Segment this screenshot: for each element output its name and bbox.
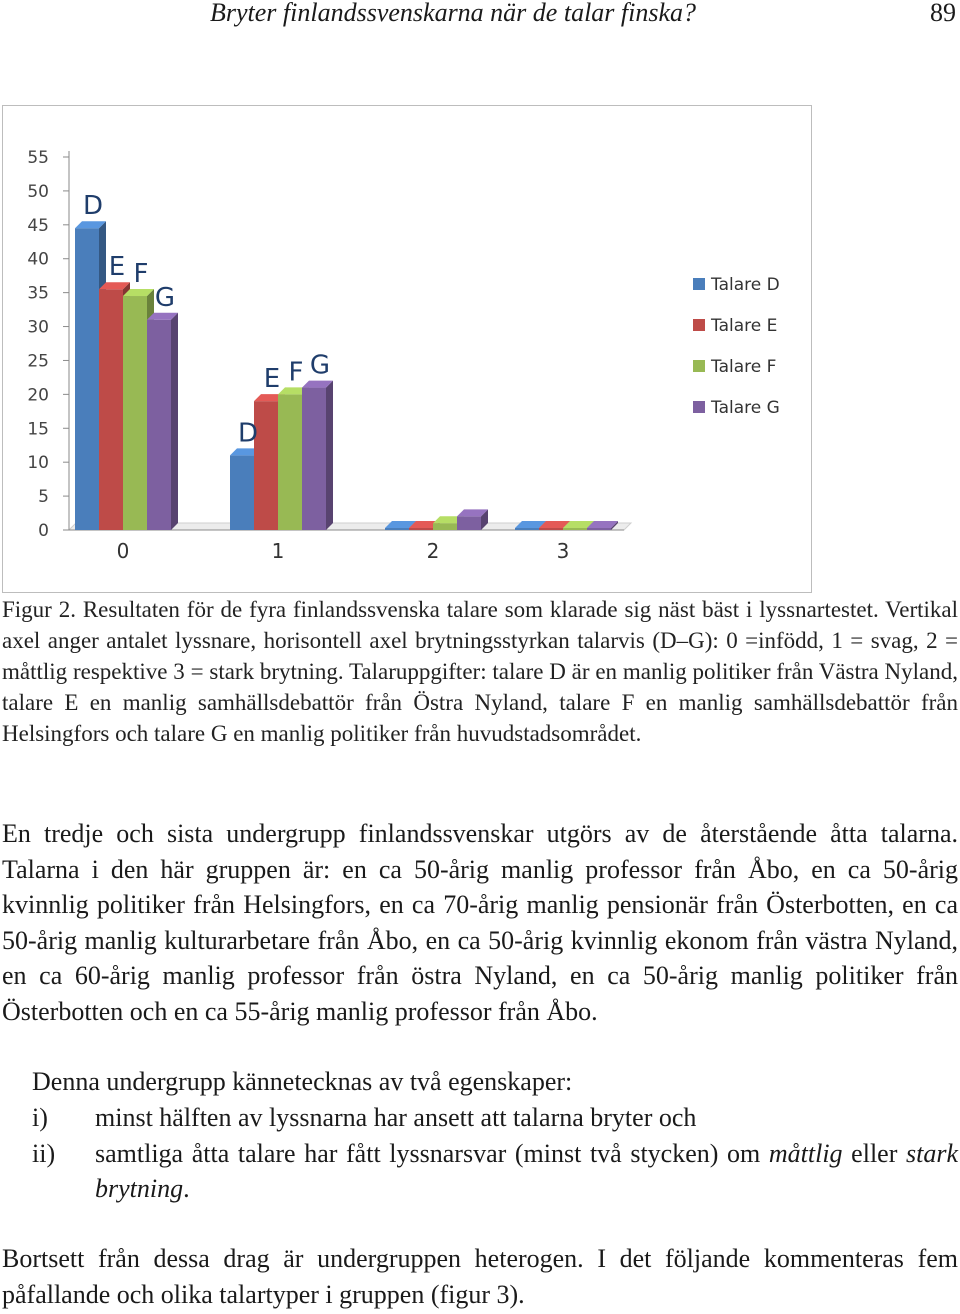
y-tick-label: 5 <box>38 487 49 508</box>
bar-data-label: G <box>154 282 176 313</box>
list-item-text-end: . <box>183 1174 190 1204</box>
legend-swatch <box>693 278 705 290</box>
list-item-text-mid: eller <box>842 1138 906 1168</box>
legend-entry: Talare G <box>711 398 780 418</box>
chart-svg <box>3 106 811 592</box>
criteria-list <box>2 1100 958 1207</box>
bar <box>75 228 99 530</box>
x-tick-label: 0 <box>116 539 130 563</box>
y-tick-label: 15 <box>27 419 49 440</box>
legend-entry: Talare D <box>711 275 780 295</box>
bar-data-label: D <box>82 191 104 222</box>
y-tick-label: 0 <box>38 521 49 541</box>
legend-entry: Talare F <box>711 357 777 377</box>
paragraph-1: En tredje och sista undergrupp finlandssvenskar utgörs av de återstående åtta talarna. Talarna i den här gruppen är: en ca 50-årig manlig professor från Åbo, en ca 50-årig kvinnlig politiker från Helsingfors, en ca 70-årig manlig pensionär från Österbotten, en ca 50-årig manlig kulturarbetare från Åbo, en ca 50-årig kvinnlig ekonom från västra Nyland, en ca 60-årig manlig professor från östra Nyland, en ca 50-årig manlig politiker från Österbotten och en ca 55-årig manlig professor från Åbo. <box>2 819 958 1026</box>
bar <box>123 296 147 530</box>
legend-swatch <box>693 360 705 372</box>
y-tick-label: 25 <box>27 351 49 372</box>
emphasis-stark-brytning: stark brytning <box>95 1138 958 1204</box>
y-tick-label: 40 <box>27 249 49 270</box>
bar <box>278 394 302 530</box>
legend-swatch <box>693 319 705 331</box>
bar-data-label: E <box>108 252 126 283</box>
bar <box>457 516 481 530</box>
bar-data-label: G <box>309 350 331 381</box>
list-item-text: minst hälften av lyssnarna har ansett att talarna bryter och <box>95 1103 697 1132</box>
bar-side <box>326 381 333 530</box>
x-tick-label: 2 <box>426 539 440 563</box>
bar <box>563 528 587 530</box>
page-header <box>0 0 960 40</box>
bar-data-label: F <box>288 357 304 388</box>
list-marker: ii) <box>32 1138 56 1168</box>
x-tick-label: 1 <box>271 539 285 563</box>
x-tick-label: 3 <box>556 539 570 563</box>
bar-data-label: E <box>263 364 281 395</box>
y-tick-label: 20 <box>27 385 49 406</box>
bar <box>433 523 457 530</box>
y-tick-label: 35 <box>27 283 49 304</box>
bar <box>409 528 433 530</box>
bar-data-label: D <box>237 418 259 449</box>
y-tick-label: 10 <box>27 453 49 474</box>
list-item-text: samtliga åtta talare har fått lyssnarsvar (minst två stycken) om <box>95 1138 769 1168</box>
bar <box>99 289 123 530</box>
running-title: Bryter finlandssvenskarna när de talar finska? <box>210 0 697 27</box>
legend-entry: Talare E <box>711 316 778 336</box>
paragraph-3: Bortsett från dessa drag är undergruppen heterogen. I det följande kommenteras fem påfallande och olika talartyper i gruppen (figur 3). <box>2 1244 958 1309</box>
bar <box>539 528 563 530</box>
bar <box>302 388 326 530</box>
paragraph-2: Denna undergrupp kännetecknas av två egenskaper: <box>32 1067 573 1096</box>
list-item <box>2 1100 958 1136</box>
bar-data-label: F <box>133 259 149 290</box>
bar <box>587 528 611 530</box>
legend-swatch <box>693 401 705 413</box>
figure-caption: Figur 2. Resultaten för de fyra finlandssvenska talare som klarade sig näst bäst i lyssnartestet. Vertikal axel anger antalet lyssnare, horisontell axel brytningsstyrkan talarvis (D–G): 0 =infödd, 1 = svag, 2 = måttlig respektive 3 = stark brytning. Talaruppgifter: talare D är en manlig politiker från Västra Nyland, talare E en manlig samhällsdebattör från Östra Nyland, talare F en manlig samhällsdebattör från Helsingfors och talare G en manlig politiker från huvudstadsområdet. <box>2 597 958 746</box>
y-tick-label: 50 <box>27 181 49 202</box>
bar <box>515 528 539 530</box>
y-tick-label: 30 <box>27 317 49 338</box>
bar <box>147 320 171 530</box>
page-number: 89 <box>930 0 956 27</box>
list-marker: i) <box>32 1103 48 1132</box>
list-item <box>2 1136 958 1207</box>
y-tick-label: 55 <box>27 148 49 168</box>
bar <box>385 528 409 530</box>
bar-chart <box>2 105 812 593</box>
emphasis-mattlig: måttlig <box>768 1138 843 1168</box>
bar-side <box>171 313 178 530</box>
y-tick-label: 45 <box>27 215 49 236</box>
bar <box>230 455 254 530</box>
